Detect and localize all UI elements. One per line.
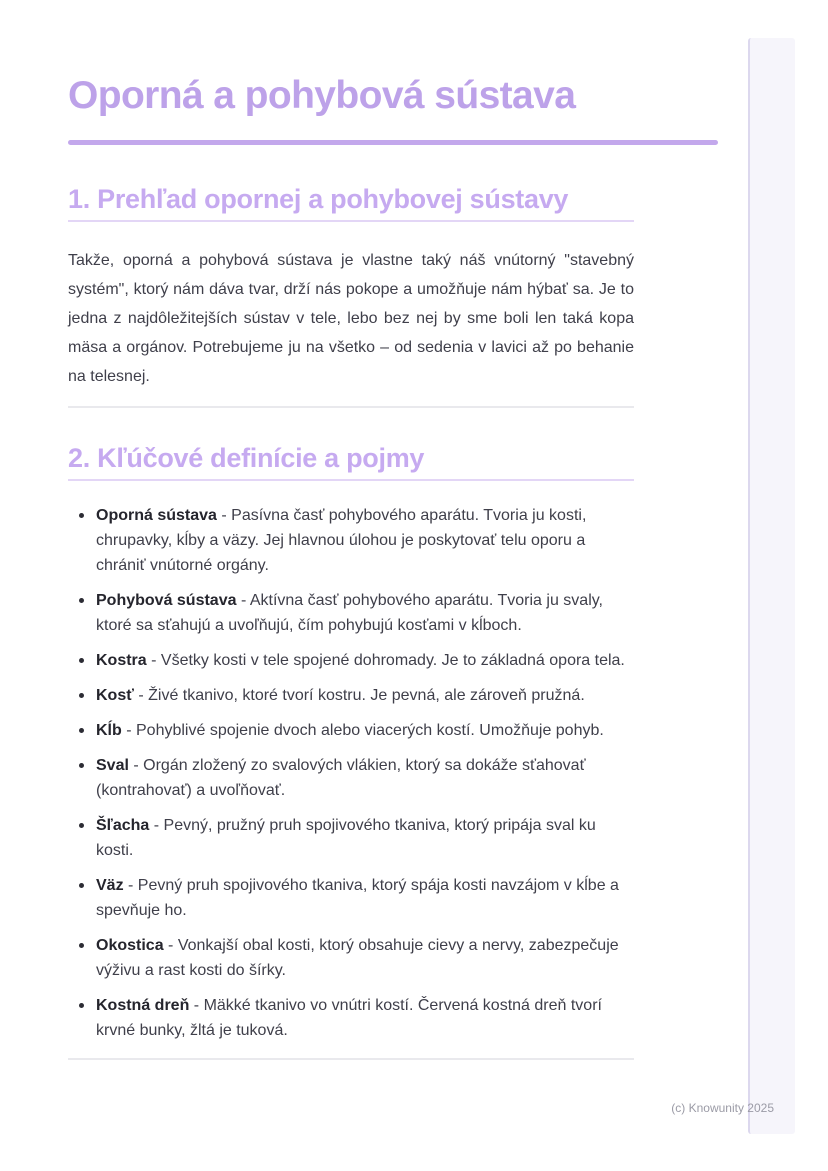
definition: Pasívna časť pohybového aparátu. Tvoria ju kosti, chrupavky, kĺby a väzy. Jej hlavnou úlohou je poskytovať telu oporu a chrániť vnútorné orgány. xyxy=(96,507,587,574)
term-separator: - xyxy=(128,757,144,774)
definition: Všetky kosti v tele spojené dohromady. Je to základná opora tela. xyxy=(160,652,625,669)
list-item-kost xyxy=(68,683,634,708)
note-content xyxy=(68,0,718,1060)
term-separator: - xyxy=(163,937,178,954)
list-item-slacha xyxy=(68,813,634,863)
copyright-footer: (c) Knowunity 2025 xyxy=(671,1101,774,1115)
list-item-kostna-dren xyxy=(68,993,634,1043)
definition: Vonkajší obal kosti, ktorý obsahuje cievy a nervy, zabezpečuje výživu a rast kosti do šírky. xyxy=(96,937,619,979)
term: Sval xyxy=(96,757,129,774)
term: Kostra xyxy=(96,652,147,669)
term: Šľacha xyxy=(96,817,150,834)
term: Kosť xyxy=(96,687,134,704)
term-separator: - xyxy=(216,507,232,524)
section-overview xyxy=(68,183,718,408)
term-separator: - xyxy=(123,877,138,894)
definitions-list xyxy=(68,503,634,1043)
list-item-vaz xyxy=(68,873,634,923)
list-item-sval xyxy=(68,753,634,803)
next-page-edge xyxy=(748,38,795,1134)
term-separator: - xyxy=(133,687,149,704)
term: Oporná sústava xyxy=(96,507,217,524)
list-item-pohybova-sustava xyxy=(68,588,634,638)
section-divider xyxy=(68,1058,634,1060)
term-separator: - xyxy=(236,592,250,609)
overview-paragraph: Takže, oporná a pohybová sústava je vlastne taký náš vnútorný "stavebný systém", ktorý nám dáva tvar, drží nás pokope a umožňuje nám hýbať sa. Je to jedna z najdôležitejších sústav v tele, lebo bez nej by sme boli len taká kopa mäsa a orgánov. Potrebujeme ju na všetko – od sedenia v lavici až po behanie na telesnej. xyxy=(68,252,634,385)
section-divider xyxy=(68,406,634,408)
heading-underline xyxy=(68,479,634,481)
term: Okostica xyxy=(96,937,164,954)
definition: Pevný, pružný pruh spojivového tkaniva, ktorý pripája sval ku kosti. xyxy=(96,817,596,859)
term: Kĺb xyxy=(96,722,122,739)
term: Pohybová sústava xyxy=(96,592,237,609)
term-separator: - xyxy=(189,997,204,1014)
term-separator: - xyxy=(149,817,164,834)
definition: Živé tkanivo, ktoré tvorí kostru. Je pevná, ale zároveň pružná. xyxy=(148,687,585,704)
term: Kostná dreň xyxy=(96,997,190,1014)
term-separator: - xyxy=(121,722,136,739)
definition: Pohyblivé spojenie dvoch alebo viacerých kostí. Umožňuje pohyb. xyxy=(136,722,604,739)
definition: Mäkké tkanivo vo vnútri kostí. Červená kostná dreň tvorí krvné bunky, žltá je tuková. xyxy=(96,997,602,1039)
list-item-kostra xyxy=(68,648,634,673)
term: Väz xyxy=(96,877,124,894)
list-item-klb xyxy=(68,718,634,743)
title-divider xyxy=(68,140,718,145)
heading-underline xyxy=(68,220,634,222)
definition: Pevný pruh spojivového tkaniva, ktorý spája kosti navzájom v kĺbe a spevňuje ho. xyxy=(96,877,619,919)
list-item-oporna-sustava xyxy=(68,503,634,578)
section-heading-definitions: 2. Kľúčové definície a pojmy xyxy=(68,443,425,473)
page-title: Oporná a pohybová sústava xyxy=(68,74,576,117)
definition: Aktívna časť pohybového aparátu. Tvoria ju svaly, ktoré sa sťahujú a uvoľňujú, čím pohybujú kosťami v kĺboch. xyxy=(96,592,603,634)
term-separator: - xyxy=(146,652,161,669)
list-item-okostica xyxy=(68,933,634,983)
definition: Orgán zložený zo svalových vlákien, ktorý sa dokáže sťahovať (kontrahovať) a uvoľňovať. xyxy=(96,757,586,799)
section-definitions xyxy=(68,442,718,1060)
section-heading-overview: 1. Prehľad opornej a pohybovej sústavy xyxy=(68,184,569,214)
